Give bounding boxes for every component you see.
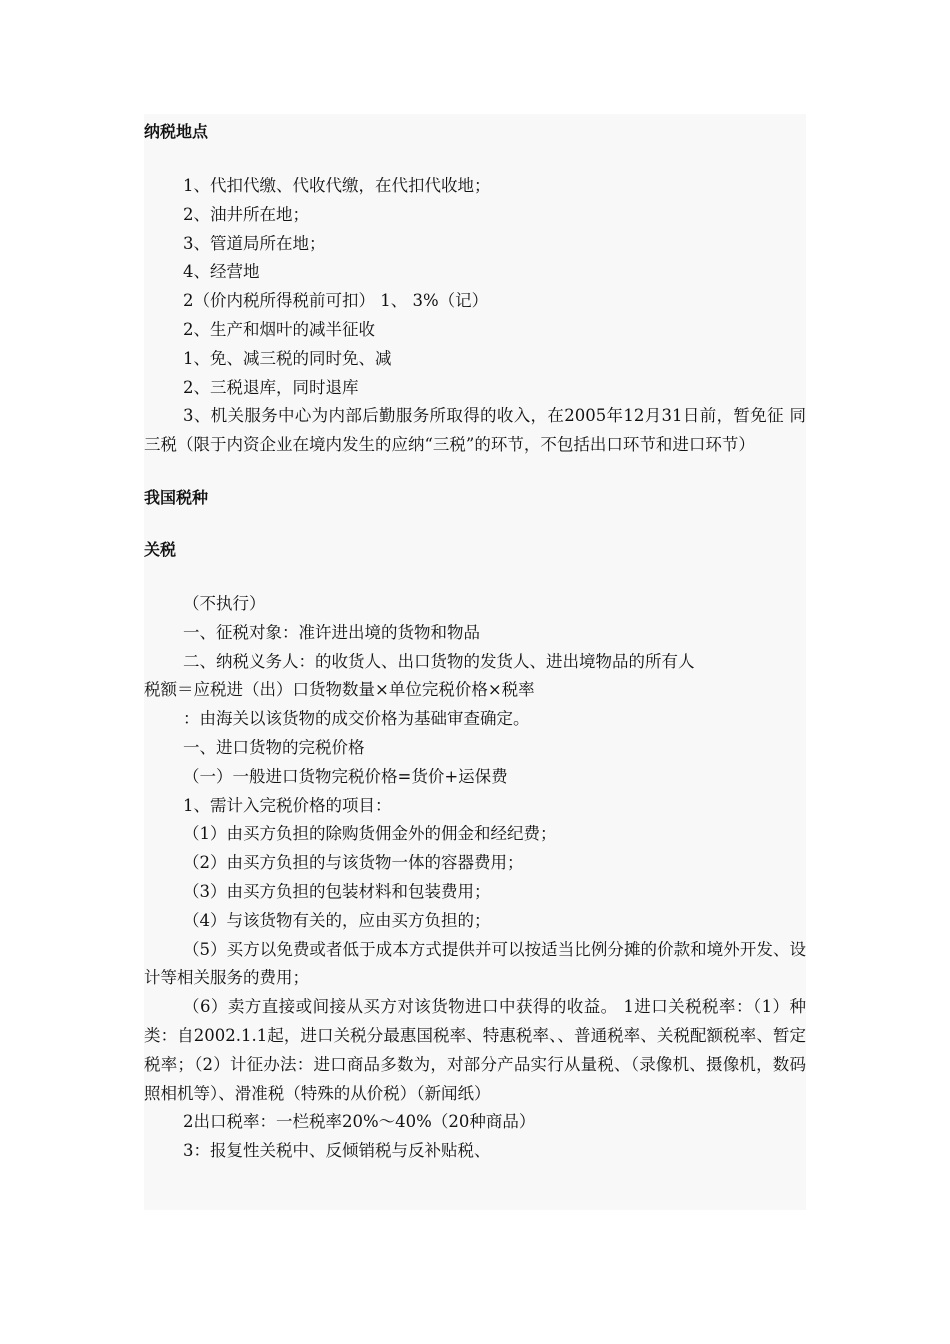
customs-line: （4）与该货物有关的，应由买方负担的； bbox=[183, 910, 491, 930]
customs-line: 2出口税率：一栏税率20%～40%（20种商品） bbox=[183, 1112, 536, 1132]
customs-line: 一、征税对象：准许进出境的货物和物品 bbox=[183, 622, 480, 642]
tax-place-line-2: 2、油井所在地； bbox=[183, 204, 309, 224]
tax-place-paragraph: 3、机关服务中心为内部后勤服务所取得的收入，在2005年12月31日前，暂免征 同三税（限于内资企业在境内发生的应纳“三税”的环节，不包括出口环节和进口环节） bbox=[144, 406, 806, 455]
tax-place-line-6: 2、生产和烟叶的减半征收 bbox=[183, 319, 375, 339]
customs-line: 一、进口货物的完税价格 bbox=[183, 737, 365, 757]
customs-line: 二、纳税义务人：的收货人、出口货物的发货人、进出境物品的所有人 bbox=[183, 651, 695, 671]
customs-paragraph: （5）买方以免费或者低于成本方式提供并可以按适当比例分摊的价款和境外开发、设计等相关服务的费用； bbox=[144, 939, 806, 988]
customs-line: 税额＝应税进（出）口货物数量×单位完税价格×税率 bbox=[144, 680, 535, 700]
tax-place-line-7: 1、免、减三税的同时免、减 bbox=[183, 348, 392, 368]
spacer bbox=[144, 146, 806, 172]
customs-paragraph: （6）卖方直接或间接从买方对该货物进口中获得的收益。 1进口关税税率：（1）种类：自2002.1.1起，进口关税分最惠国税率、特惠税率、、普通税率、关税配额税率、暂定税率；（2）计征办法：进口商品多数为，对部分产品实行从量税、（录像机、摄像机，数码照相机等）、滑准税（特殊的从价税）（新闻纸） bbox=[144, 997, 806, 1103]
customs-line: 1、需计入完税价格的项目： bbox=[183, 795, 392, 815]
customs-line: ：由海关以该货物的成交价格为基础审查确定。 bbox=[183, 709, 530, 729]
customs-line: 3：报复性关税中、反倾销税与反补贴税、 bbox=[183, 1141, 491, 1161]
spacer bbox=[144, 512, 806, 536]
spacer bbox=[144, 460, 806, 484]
tax-place-line-4: 4、经营地 bbox=[183, 262, 260, 282]
tax-place-line-5: 2（价内税所得税前可扣） 1、 3%（记） bbox=[183, 291, 489, 311]
customs-line: （1）由买方负担的除购货佣金外的佣金和经纪费； bbox=[183, 824, 557, 844]
section-title-tax-types: 我国税种 bbox=[144, 487, 209, 507]
section-title-tax-place: 纳税地点 bbox=[144, 122, 209, 141]
tax-place-line-8: 2、三税退库，同时退库 bbox=[183, 377, 359, 397]
customs-line: （3）由买方负担的包装材料和包装费用； bbox=[183, 881, 491, 901]
customs-line: （不执行） bbox=[183, 593, 266, 613]
tax-place-line-3: 3、管道局所在地； bbox=[183, 233, 326, 253]
section-title-customs: 关税 bbox=[144, 539, 177, 559]
tax-place-line-1: 1、代扣代缴、代收代缴，在代扣代收地； bbox=[183, 176, 491, 195]
customs-line: （一）一般进口货物完税价格=货价+运保费 bbox=[183, 766, 508, 786]
document-body bbox=[144, 118, 806, 1166]
customs-line: （2）由买方负担的与该货物一体的容器费用； bbox=[183, 853, 524, 873]
spacer bbox=[144, 564, 806, 590]
